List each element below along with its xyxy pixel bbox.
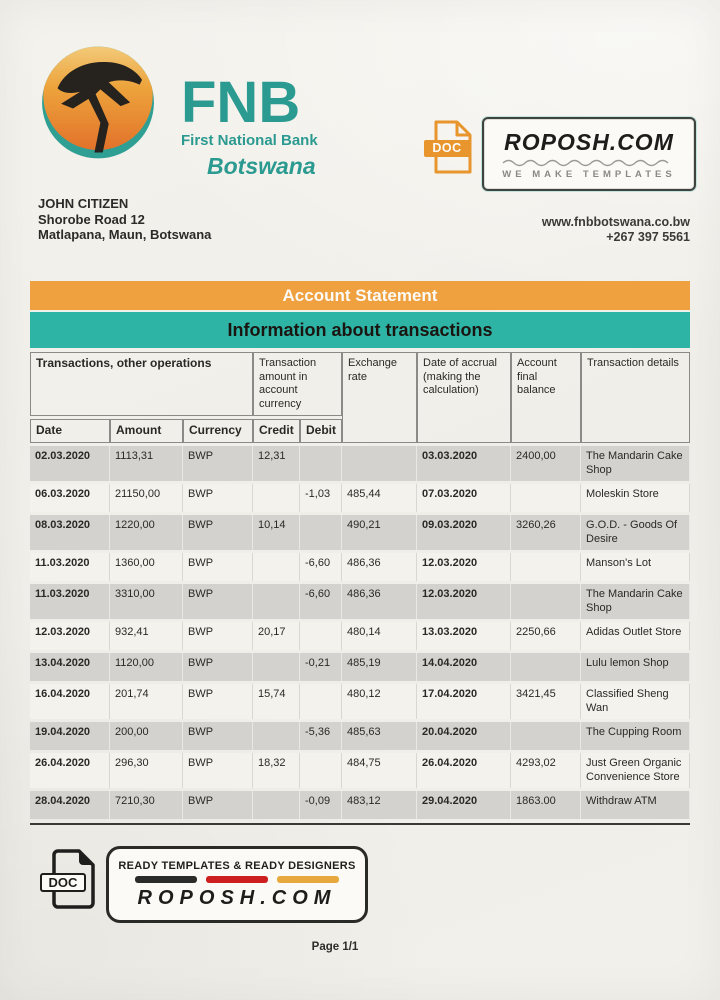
cell-amount: 21150,00 <box>110 484 183 512</box>
col-header-transactions: Transactions, other operations <box>30 352 253 416</box>
cell-amount: 7210,30 <box>110 791 183 819</box>
cell-date: 02.03.2020 <box>30 446 110 481</box>
cell-date: 11.03.2020 <box>30 584 110 619</box>
cell-balance <box>511 553 581 581</box>
cell-date: 28.04.2020 <box>30 791 110 819</box>
cell-credit: 20,17 <box>253 622 300 650</box>
recipient-street: Shorobe Road 12 <box>38 211 145 227</box>
transaction-row <box>30 791 690 819</box>
transaction-row <box>30 684 690 719</box>
cell-currency: BWP <box>183 446 253 481</box>
doc-label: DOC <box>424 140 470 157</box>
doc-label: DOC <box>40 873 86 892</box>
cell-accrual: 09.03.2020 <box>417 515 511 550</box>
cell-details: Adidas Outlet Store <box>581 622 690 650</box>
table-bottom-rule <box>30 823 690 825</box>
transactions-table <box>30 349 690 822</box>
cell-date: 13.04.2020 <box>30 653 110 681</box>
cell-details: The Mandarin Cake Shop <box>581 446 690 481</box>
cell-accrual: 07.03.2020 <box>417 484 511 512</box>
transaction-row <box>30 722 690 750</box>
brand-block <box>181 70 318 180</box>
cell-details: Manson's Lot <box>581 553 690 581</box>
cell-date: 08.03.2020 <box>30 515 110 550</box>
col-header-details: Transaction details <box>581 352 690 443</box>
col-header-currency: Currency <box>183 419 253 443</box>
cell-credit <box>253 653 300 681</box>
cell-balance: 3421,45 <box>511 684 581 719</box>
transaction-row <box>30 653 690 681</box>
roposh-brand: ROPOSH.COM <box>504 128 674 155</box>
cell-accrual: 12.03.2020 <box>417 584 511 619</box>
cell-amount: 1220,00 <box>110 515 183 550</box>
bank-website: www.fnbbotswana.co.bw <box>541 215 690 229</box>
bank-contact <box>542 215 690 244</box>
cell-amount: 201,74 <box>110 684 183 719</box>
cell-credit: 18,32 <box>253 753 300 788</box>
cell-debit: -0,09 <box>300 791 342 819</box>
cell-credit: 12,31 <box>253 446 300 481</box>
cell-balance: 3260,26 <box>511 515 581 550</box>
col-header-debit: Debit <box>300 419 342 443</box>
cell-details: Moleskin Store <box>581 484 690 512</box>
cell-date: 11.03.2020 <box>30 553 110 581</box>
cell-rate: 485,19 <box>342 653 417 681</box>
col-header-amount-currency: Transaction amount in account currency <box>253 352 342 416</box>
cell-amount: 200,00 <box>110 722 183 750</box>
cell-accrual: 29.04.2020 <box>417 791 511 819</box>
cell-credit <box>253 722 300 750</box>
cell-credit: 15,74 <box>253 684 300 719</box>
cell-rate: 490,21 <box>342 515 417 550</box>
col-header-credit: Credit <box>253 419 300 443</box>
cell-accrual: 17.04.2020 <box>417 684 511 719</box>
cell-currency: BWP <box>183 484 253 512</box>
cell-rate: 486,36 <box>342 584 417 619</box>
cell-rate: 483,12 <box>342 791 417 819</box>
cell-currency: BWP <box>183 653 253 681</box>
cell-date: 06.03.2020 <box>30 484 110 512</box>
transaction-row <box>30 553 690 581</box>
bank-phone: +267 397 5561 <box>606 229 690 244</box>
cell-currency: BWP <box>183 515 253 550</box>
recipient-name: JOHN CITIZEN <box>38 196 129 211</box>
cell-rate: 480,14 <box>342 622 417 650</box>
cell-amount: 3310,00 <box>110 584 183 619</box>
cell-balance <box>511 653 581 681</box>
brand-subtitle: First National Bank <box>181 132 318 150</box>
col-header-amount: Amount <box>110 419 183 443</box>
cell-rate: 485,44 <box>342 484 417 512</box>
recipient-city: Matlapana, Maun, Botswana <box>38 227 212 242</box>
cell-date: 16.04.2020 <box>30 684 110 719</box>
cell-debit: -6,60 <box>300 553 342 581</box>
brand-name: FNB <box>181 70 301 135</box>
cell-balance: 2250,66 <box>511 622 581 650</box>
red-bar <box>206 876 268 883</box>
roposh-brand: ROPOSH.COM <box>137 886 337 909</box>
table-group-header-row <box>30 352 690 416</box>
cell-balance: 1863.00 <box>511 791 581 819</box>
transaction-row <box>30 584 690 619</box>
col-header-accrual-date: Date of accrual (making the calculation) <box>417 352 511 443</box>
cell-details: G.O.D. - Goods Of Desire <box>581 515 690 550</box>
cell-currency: BWP <box>183 722 253 750</box>
cell-accrual: 14.04.2020 <box>417 653 511 681</box>
cell-details: Lulu lemon Shop <box>581 653 690 681</box>
fnb-tree-icon <box>37 43 159 162</box>
cell-amount: 1113,31 <box>110 446 183 481</box>
cell-amount: 1360,00 <box>110 553 183 581</box>
roposh-watermark-bottom <box>106 846 368 923</box>
transaction-row <box>30 622 690 650</box>
cell-debit: -1,03 <box>300 484 342 512</box>
cell-debit <box>300 446 342 481</box>
transactions-table-wrap <box>30 349 690 825</box>
black-bar <box>135 876 197 883</box>
transaction-row <box>30 515 690 550</box>
section-title-bar: Information about transactions <box>30 312 690 348</box>
cell-amount: 1120,00 <box>110 653 183 681</box>
brand-region: Botswana <box>207 153 316 180</box>
cell-credit: 10,14 <box>253 515 300 550</box>
yellow-bar <box>277 876 339 883</box>
transaction-row <box>30 753 690 788</box>
cell-currency: BWP <box>183 753 253 788</box>
cell-details: The Cupping Room <box>581 722 690 750</box>
cell-credit <box>253 584 300 619</box>
cell-rate: 485,63 <box>342 722 417 750</box>
fnb-logo <box>37 43 159 162</box>
cell-details: Classified Sheng Wan <box>581 684 690 719</box>
cell-debit <box>300 515 342 550</box>
roposh-tagline: READY TEMPLATES & READY DESIGNERS <box>118 859 356 872</box>
cell-date: 26.04.2020 <box>30 753 110 788</box>
cell-debit <box>300 684 342 719</box>
roposh-tagline: WE MAKE TEMPLATES <box>502 168 676 180</box>
cell-debit: -5,36 <box>300 722 342 750</box>
cell-debit: -0,21 <box>300 653 342 681</box>
cell-debit <box>300 753 342 788</box>
page-number: Page 1/1 <box>311 941 359 953</box>
cell-debit: -6,60 <box>300 584 342 619</box>
cell-currency: BWP <box>183 553 253 581</box>
cell-date: 19.04.2020 <box>30 722 110 750</box>
cell-credit <box>253 553 300 581</box>
cell-credit <box>253 791 300 819</box>
cell-details: Just Green Organic Convenience Store <box>581 753 690 788</box>
cell-rate <box>342 446 417 481</box>
cell-balance <box>511 484 581 512</box>
cell-amount: 296,30 <box>110 753 183 788</box>
cell-balance <box>511 722 581 750</box>
cell-balance: 2400,00 <box>511 446 581 481</box>
cell-rate: 486,36 <box>342 553 417 581</box>
transaction-row <box>30 484 690 512</box>
recipient-address <box>38 196 211 243</box>
cell-date: 12.03.2020 <box>30 622 110 650</box>
cell-accrual: 26.04.2020 <box>417 753 511 788</box>
cell-accrual: 13.03.2020 <box>417 622 511 650</box>
col-header-exchange-rate: Exchange rate <box>342 352 417 443</box>
cell-details: Withdraw ATM <box>581 791 690 819</box>
wavy-divider <box>501 158 677 167</box>
cell-accrual: 12.03.2020 <box>417 553 511 581</box>
col-header-final-balance: Account final balance <box>511 352 581 443</box>
doc-file-icon-bottom <box>40 849 98 911</box>
cell-accrual: 03.03.2020 <box>417 446 511 481</box>
cell-rate: 480,12 <box>342 684 417 719</box>
cell-balance: 4293,02 <box>511 753 581 788</box>
cell-currency: BWP <box>183 684 253 719</box>
cell-debit <box>300 622 342 650</box>
cell-amount: 932,41 <box>110 622 183 650</box>
transaction-row <box>30 446 690 481</box>
cell-balance <box>511 584 581 619</box>
cell-currency: BWP <box>183 791 253 819</box>
col-header-date: Date <box>30 419 110 443</box>
roposh-watermark-top <box>482 117 696 191</box>
cell-rate: 484,75 <box>342 753 417 788</box>
color-bars <box>135 876 339 883</box>
cell-details: The Mandarin Cake Shop <box>581 584 690 619</box>
transactions-body <box>30 446 690 819</box>
cell-accrual: 20.04.2020 <box>417 722 511 750</box>
doc-file-icon-top <box>424 119 476 177</box>
cell-credit <box>253 484 300 512</box>
cell-currency: BWP <box>183 584 253 619</box>
statement-title-bar: Account Statement <box>30 281 690 310</box>
cell-currency: BWP <box>183 622 253 650</box>
